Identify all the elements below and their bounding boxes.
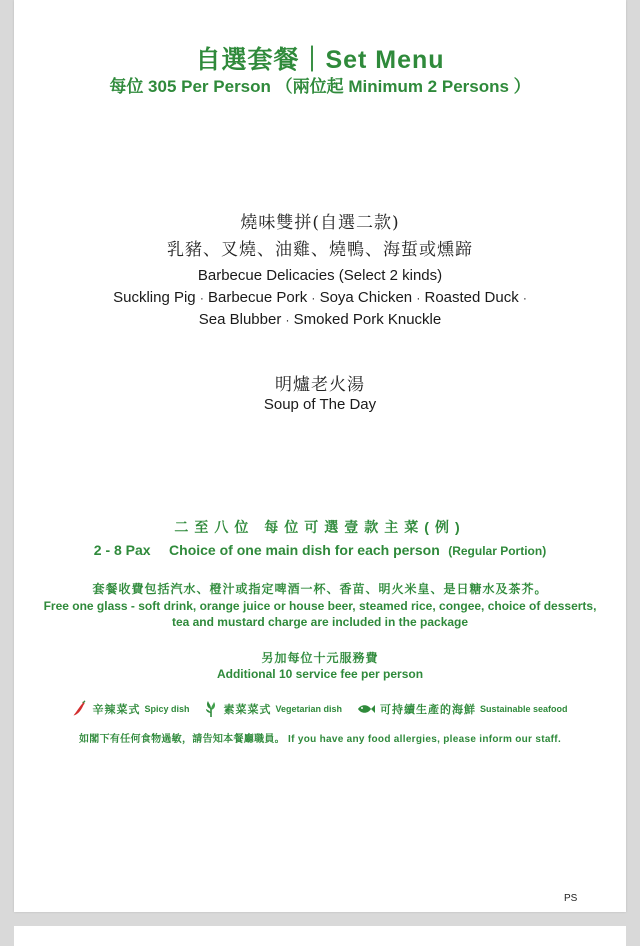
separator-dot: · xyxy=(199,291,204,305)
dish-legend xyxy=(14,700,626,718)
legend-vegetarian xyxy=(203,700,342,718)
package-en-line2: tea and mustard charge are included in the package xyxy=(171,615,469,629)
dish-item: Sea Blubber xyxy=(198,311,282,328)
package-cn: 套餐收費包括汽水、橙汁或指定啤酒一杯、香苗、明火米皇、是日糖水及茶芥。 xyxy=(92,582,548,596)
page-code: PS xyxy=(564,893,578,904)
vegetable-icon xyxy=(203,700,219,718)
choice-label: Choice of one main dish for each person xyxy=(169,542,440,558)
page-title: 自選套餐｜Set Menu xyxy=(195,46,445,74)
legend-seafood-cn: 可持續生產的海鮮 xyxy=(380,704,476,716)
legend-seafood xyxy=(356,701,568,717)
dish-1-en-title: Barbecue Delicacies (Select 2 kinds) xyxy=(197,267,443,284)
separator-dot: · xyxy=(416,291,421,305)
dish-item: Suckling Pig xyxy=(113,289,196,306)
dish-1-en-items-line1 xyxy=(14,287,626,309)
separator-dot: · xyxy=(311,291,316,305)
legend-seafood-en: Sustainable seafood xyxy=(480,704,568,714)
dish-2-cn-title: 明爐老火湯 xyxy=(275,375,365,395)
legend-vegetarian-en: Vegetarian dish xyxy=(275,704,342,714)
dish-item: Barbecue Pork xyxy=(208,289,308,306)
allergy-notice: 如閣下有任何食物過敏，請告知本餐廳職員。 If you have any food allergies, please inform our staff. xyxy=(78,734,562,745)
dish-item: Smoked Pork Knuckle xyxy=(293,311,442,328)
package-en-line1: Free one glass - soft drink, orange juice or house beer, steamed rice, congee, choice of desserts, xyxy=(43,599,597,613)
pax-label: 2 - 8 Pax xyxy=(93,542,151,558)
separator-dot: · xyxy=(285,313,290,327)
legend-spicy xyxy=(72,700,189,718)
menu-page xyxy=(14,0,626,912)
dish-item: Soya Chicken xyxy=(319,289,413,306)
dish-1-cn-title: 燒味雙拼(自選二款) xyxy=(240,213,400,233)
legend-vegetarian-cn: 素菜菜式 xyxy=(223,704,272,716)
legend-spicy-cn: 辛辣菜式 xyxy=(92,704,141,716)
dish-1-en-items-line2 xyxy=(14,309,626,331)
dish-item: Roasted Duck xyxy=(424,289,519,306)
legend-spicy-en: Spicy dish xyxy=(144,704,190,714)
main-section-cn: 二至八位 每位可選壹款主菜(例) xyxy=(174,519,466,535)
dish-2-en-title: Soup of The Day xyxy=(263,396,377,413)
service-cn: 另加每位十元服務費 xyxy=(261,651,379,665)
service-en: Additional 10 service fee per person xyxy=(216,667,424,681)
main-section-en xyxy=(14,542,626,560)
portion-label: (Regular Portion) xyxy=(448,544,547,558)
price-line: 每位 305 Per Person （兩位起 Minimum 2 Persons ） xyxy=(109,77,531,96)
next-page-edge xyxy=(14,926,626,946)
separator-dot: · xyxy=(522,291,527,305)
fish-icon xyxy=(356,702,376,716)
dish-1-cn-items: 乳豬、叉燒、油雞、燒鴨、海蜇或燻蹄 xyxy=(167,240,473,260)
chili-icon xyxy=(72,700,88,718)
